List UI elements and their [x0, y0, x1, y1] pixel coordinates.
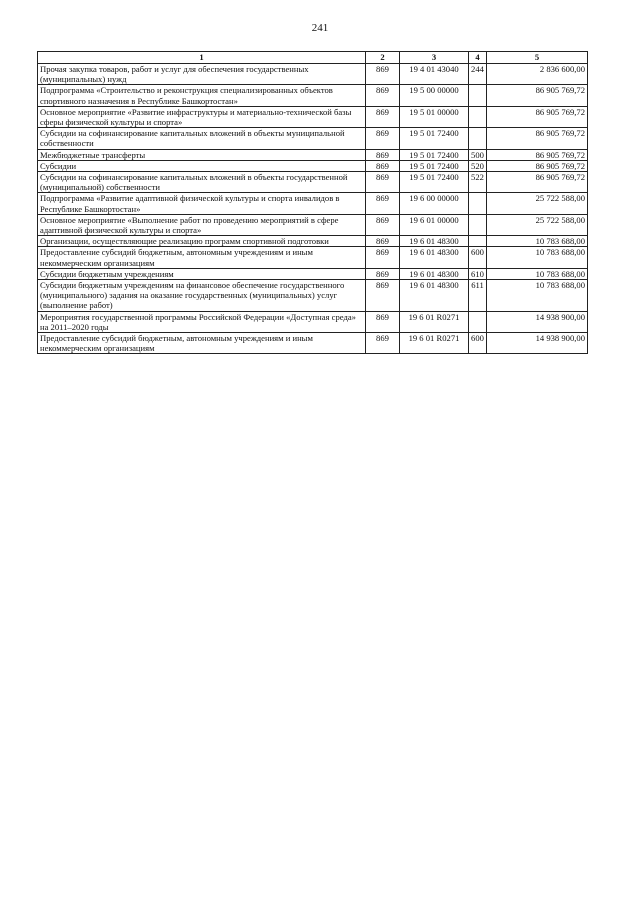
row-name: Межбюджетные трансферты	[38, 149, 366, 160]
page-number: 241	[311, 22, 329, 34]
table-row	[38, 214, 588, 235]
table-row	[38, 160, 588, 171]
table-row	[38, 280, 588, 312]
row-code: 869	[366, 172, 400, 193]
row-name: Подпрограмма «Строительство и реконструкция специализированных объектов спортивного назначения в Республике Башкортостан»	[38, 85, 366, 106]
row-name: Подпрограмма «Развитие адаптивной физической культуры и спорта инвалидов в Республике Башкортостан»	[38, 193, 366, 214]
row-amount: 10 783 688,00	[487, 280, 588, 312]
row-amount: 86 905 769,72	[487, 128, 588, 149]
row-target-article: 19 6 01 48300	[400, 236, 469, 247]
table-row	[38, 193, 588, 214]
row-amount: 86 905 769,72	[487, 149, 588, 160]
row-expense-type: 522	[469, 172, 487, 193]
row-expense-type	[469, 193, 487, 214]
row-expense-type: 244	[469, 64, 487, 85]
row-target-article: 19 5 01 72400	[400, 149, 469, 160]
header-col-1: 1	[38, 52, 366, 64]
row-name: Субсидии на софинансирование капитальных вложений в объекты государственной (муниципальной) собственности	[38, 172, 366, 193]
header-col-3: 3	[400, 52, 469, 64]
row-amount: 10 783 688,00	[487, 236, 588, 247]
row-expense-type	[469, 236, 487, 247]
row-name: Основное мероприятие «Развитие инфраструктуры и материально-технической базы сферы физической культуры и спорта»	[38, 106, 366, 127]
row-expense-type	[469, 214, 487, 235]
row-code: 869	[366, 106, 400, 127]
row-name: Субсидии бюджетным учреждениям на финансовое обеспечение государственного (муниципального) задания на оказание государственных (муниципальных) услуг (выполнение работ)	[38, 280, 366, 312]
row-name: Прочая закупка товаров, работ и услуг для обеспечения государственных (муниципальных) нужд	[38, 64, 366, 85]
row-expense-type	[469, 85, 487, 106]
row-expense-type	[469, 311, 487, 332]
row-code: 869	[366, 128, 400, 149]
row-target-article: 19 4 01 43040	[400, 64, 469, 85]
row-target-article: 19 5 01 72400	[400, 160, 469, 171]
row-target-article: 19 5 01 72400	[400, 172, 469, 193]
row-code: 869	[366, 160, 400, 171]
row-target-article: 19 6 01 48300	[400, 280, 469, 312]
row-name: Субсидии на софинансирование капитальных вложений в объекты муниципальной собственности	[38, 128, 366, 149]
budget-table	[37, 51, 588, 354]
table-row	[38, 172, 588, 193]
table-row	[38, 149, 588, 160]
row-expense-type: 520	[469, 160, 487, 171]
row-target-article: 19 6 00 00000	[400, 193, 469, 214]
row-amount: 86 905 769,72	[487, 172, 588, 193]
table-row	[38, 85, 588, 106]
row-code: 869	[366, 193, 400, 214]
row-code: 869	[366, 85, 400, 106]
row-amount: 86 905 769,72	[487, 106, 588, 127]
header-col-4: 4	[469, 52, 487, 64]
row-target-article: 19 6 01 R0271	[400, 311, 469, 332]
row-code: 869	[366, 333, 400, 354]
row-name: Мероприятия государственной программы Российской Федерации «Доступная среда» на 2011–2020 годы	[38, 311, 366, 332]
row-name: Субсидии	[38, 160, 366, 171]
row-amount: 86 905 769,72	[487, 85, 588, 106]
row-expense-type: 600	[469, 247, 487, 268]
row-name: Организации, осуществляющие реализацию программ спортивной подготовки	[38, 236, 366, 247]
row-amount: 25 722 588,00	[487, 193, 588, 214]
row-code: 869	[366, 149, 400, 160]
row-target-article: 19 6 01 00000	[400, 214, 469, 235]
row-target-article: 19 6 01 48300	[400, 247, 469, 268]
row-amount: 14 938 900,00	[487, 311, 588, 332]
row-name: Предоставление субсидий бюджетным, автономным учреждениям и иным некоммерческим организациям	[38, 333, 366, 354]
table-body	[38, 64, 588, 354]
row-amount: 25 722 588,00	[487, 214, 588, 235]
row-name: Основное мероприятие «Выполнение работ по проведению мероприятий в сфере адаптивной физической культуры и спорта»	[38, 214, 366, 235]
row-code: 869	[366, 268, 400, 279]
table-row	[38, 247, 588, 268]
row-target-article: 19 5 01 72400	[400, 128, 469, 149]
row-expense-type	[469, 106, 487, 127]
row-target-article: 19 5 00 00000	[400, 85, 469, 106]
row-target-article: 19 6 01 R0271	[400, 333, 469, 354]
row-name: Предоставление субсидий бюджетным, автономным учреждениям и иным некоммерческим организациям	[38, 247, 366, 268]
table-row	[38, 311, 588, 332]
table-row	[38, 333, 588, 354]
row-code: 869	[366, 214, 400, 235]
table-row	[38, 106, 588, 127]
row-expense-type: 500	[469, 149, 487, 160]
row-amount: 2 836 600,00	[487, 64, 588, 85]
row-code: 869	[366, 311, 400, 332]
row-expense-type: 611	[469, 280, 487, 312]
row-target-article: 19 6 01 48300	[400, 268, 469, 279]
row-amount: 10 783 688,00	[487, 247, 588, 268]
table-row	[38, 64, 588, 85]
row-amount: 86 905 769,72	[487, 160, 588, 171]
row-code: 869	[366, 280, 400, 312]
header-col-5: 5	[487, 52, 588, 64]
row-code: 869	[366, 236, 400, 247]
row-code: 869	[366, 247, 400, 268]
header-col-2: 2	[366, 52, 400, 64]
table-row	[38, 236, 588, 247]
row-target-article: 19 5 01 00000	[400, 106, 469, 127]
table-row	[38, 268, 588, 279]
table-header-row	[38, 52, 588, 64]
row-amount: 14 938 900,00	[487, 333, 588, 354]
row-amount: 10 783 688,00	[487, 268, 588, 279]
row-expense-type: 610	[469, 268, 487, 279]
table-row	[38, 128, 588, 149]
row-expense-type	[469, 128, 487, 149]
row-expense-type: 600	[469, 333, 487, 354]
row-name: Субсидии бюджетным учреждениям	[38, 268, 366, 279]
row-code: 869	[366, 64, 400, 85]
